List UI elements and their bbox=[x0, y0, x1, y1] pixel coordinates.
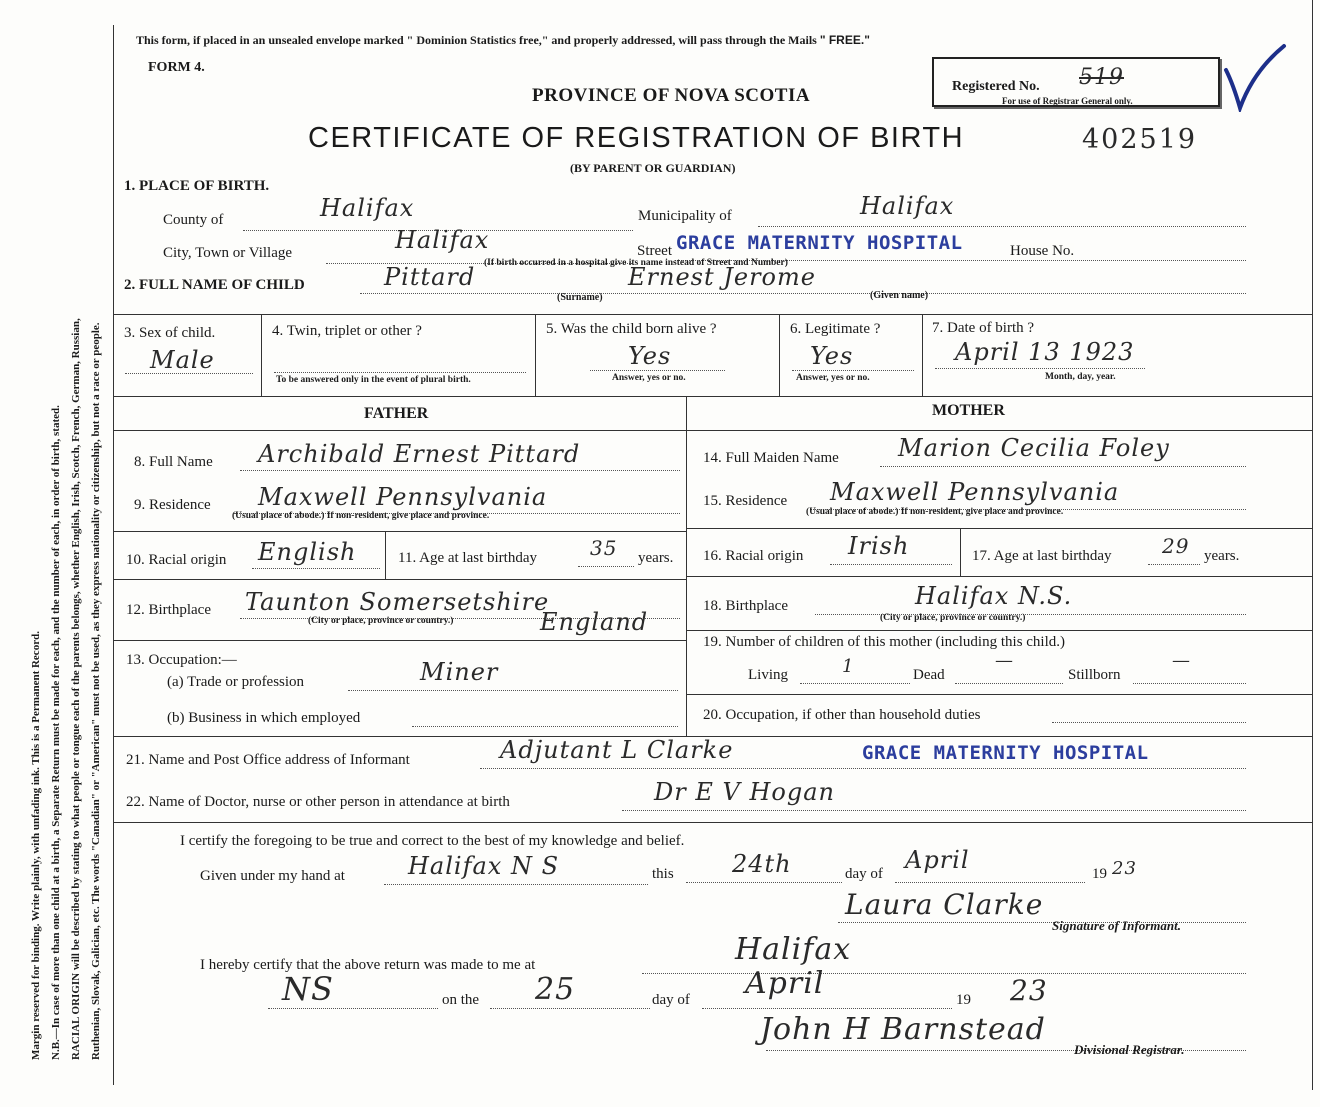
father-birthplace-label: 12. Birthplace bbox=[126, 602, 211, 618]
certification-statement: I certify the foregoing to be true and correct to the best of my knowledge and belief. bbox=[180, 833, 685, 849]
mother-racial-label: 16. Racial origin bbox=[703, 548, 804, 564]
registrar-statement: I hereby certify that the above return was made to me at bbox=[200, 957, 536, 973]
place-of-birth-label: 1. PLACE OF BIRTH. bbox=[124, 178, 270, 194]
child-surname: Pittard bbox=[384, 263, 476, 291]
street-label: Street bbox=[637, 243, 672, 259]
row-divider-bottom bbox=[113, 396, 1312, 397]
father-trade-line bbox=[348, 690, 678, 691]
dob-label: 7. Date of birth ? bbox=[932, 320, 1035, 336]
cert-day-of-label: day of bbox=[845, 866, 883, 882]
municipality-label: Municipality of bbox=[638, 208, 732, 224]
certificate-subtitle: (BY PARENT OR GUARDIAN) bbox=[570, 161, 736, 175]
mother-residence-note: (Usual place of abode.) If non-resident, give place and province. bbox=[806, 507, 1064, 517]
mother-row-line-1 bbox=[686, 528, 1312, 529]
mother-age-divider bbox=[960, 528, 961, 576]
born-alive-line bbox=[590, 370, 725, 371]
dead-line bbox=[955, 683, 1063, 684]
margin-note-multiple-births: N.B.—In case of more than one child at a birth, a Separate Return must be made for each, and the number of each, in order of birth, stated. bbox=[50, 405, 62, 1060]
dead-label: Dead bbox=[913, 667, 945, 683]
legitimate-note: Answer, yes or no. bbox=[796, 373, 870, 383]
father-age-value: 35 bbox=[590, 536, 618, 560]
father-name-line bbox=[240, 470, 680, 471]
mother-birthplace-label: 18. Birthplace bbox=[703, 598, 788, 614]
mother-row-line-2 bbox=[686, 576, 1312, 577]
father-trade-value: Miner bbox=[420, 658, 499, 686]
informant-stamp: GRACE MATERNITY HOSPITAL bbox=[862, 742, 1149, 764]
mother-racial-line bbox=[830, 564, 952, 565]
registrar-province-line bbox=[268, 1008, 438, 1009]
father-row-line-1 bbox=[113, 531, 686, 532]
parents-header-line bbox=[113, 430, 1312, 431]
surname-caption: (Surname) bbox=[557, 292, 603, 303]
parents-divider bbox=[686, 396, 687, 736]
father-birthplace-value: Taunton Somersetshire bbox=[245, 588, 550, 616]
born-alive-label: 5. Was the child born alive ? bbox=[546, 321, 717, 337]
house-number-label: House No. bbox=[1010, 243, 1075, 259]
check-mark-icon bbox=[1222, 42, 1288, 112]
father-residence-note: (Usual place of abode.) If non-resident, give place and province. bbox=[232, 511, 490, 521]
father-trade-label: (a) Trade or profession bbox=[167, 674, 305, 690]
sex-value: Male bbox=[150, 346, 215, 374]
row-divider-top bbox=[113, 314, 1312, 315]
certificate-number: 402519 bbox=[1082, 124, 1198, 155]
mother-age-line bbox=[1148, 564, 1200, 565]
col-divider-2 bbox=[535, 314, 536, 396]
father-occupation-label: 13. Occupation:— bbox=[126, 652, 237, 668]
mother-years: years. bbox=[1204, 548, 1240, 564]
mother-residence-value: Maxwell Pennsylvania bbox=[830, 478, 1120, 506]
registrar-signature: John H Barnstead bbox=[760, 1012, 1046, 1047]
father-name-label: 8. Full Name bbox=[134, 454, 213, 470]
twin-note: To be answered only in the event of plural birth. bbox=[276, 375, 471, 385]
father-racial-value: English bbox=[258, 538, 357, 566]
stillborn-label: Stillborn bbox=[1068, 667, 1121, 683]
registrar-place-value: Halifax bbox=[735, 932, 852, 967]
city-value: Halifax bbox=[395, 226, 490, 254]
child-name-line bbox=[360, 293, 1246, 294]
father-racial-line bbox=[252, 568, 380, 569]
father-name-value: Archibald Ernest Pittard bbox=[258, 440, 581, 468]
given-name-caption: (Given name) bbox=[870, 290, 929, 301]
informant-signature-caption: Signature of Informant. bbox=[1052, 918, 1181, 933]
informant-signature-line bbox=[838, 922, 1246, 923]
registrar-place-line bbox=[642, 973, 1246, 974]
living-line bbox=[800, 683, 910, 684]
registered-value: 519 bbox=[1079, 65, 1124, 90]
mail-note: This form, if placed in an unsealed envelope marked " Dominion Statistics free," and properly addressed, will pass through the Mails " FREE." bbox=[136, 33, 870, 47]
certificate-title: CERTIFICATE OF REGISTRATION OF BIRTH bbox=[308, 122, 965, 154]
cert-day-value: 24th bbox=[732, 850, 792, 878]
cert-year-prefix: 19 bbox=[1092, 866, 1107, 882]
col-divider-3 bbox=[779, 314, 780, 396]
father-business-line bbox=[412, 726, 678, 727]
this-label: this bbox=[652, 866, 674, 882]
certification-top-line bbox=[113, 822, 1312, 823]
county-label: County of bbox=[163, 212, 224, 228]
doctor-line bbox=[622, 810, 1246, 811]
margin-note-racial-origin: RACIAL ORIGIN will be described by stating to what people or tongue each of the parents belongs, whether English, Irish, Scotch, French, German, Russian, bbox=[70, 318, 82, 1060]
father-residence-value: Maxwell Pennsylvania bbox=[258, 483, 548, 511]
informant-signature: Laura Clarke bbox=[845, 888, 1044, 921]
father-racial-label: 10. Racial origin bbox=[126, 552, 227, 568]
mother-age-label: 17. Age at last birthday bbox=[972, 548, 1112, 564]
mother-birthplace-note: (City or place, province or country.) bbox=[880, 613, 1026, 623]
province-heading: PROVINCE OF NOVA SCOTIA bbox=[532, 85, 811, 106]
registrar-month-value: April bbox=[745, 966, 825, 1001]
informant-label: 21. Name and Post Office address of Informant bbox=[126, 752, 410, 768]
legitimate-value: Yes bbox=[810, 342, 854, 370]
mother-name-value: Marion Cecilia Foley bbox=[898, 434, 1170, 462]
form-left-border bbox=[113, 25, 114, 1085]
registered-note: For use of Registrar General only. bbox=[1002, 96, 1133, 106]
father-heading: FATHER bbox=[364, 405, 429, 422]
living-value: 1 bbox=[842, 656, 855, 677]
given-label: Given under my hand at bbox=[200, 868, 345, 884]
city-label: City, Town or Village bbox=[163, 245, 293, 261]
dob-line bbox=[935, 368, 1145, 369]
registrar-day-of-label: day of bbox=[652, 992, 690, 1008]
doctor-value: Dr E V Hogan bbox=[654, 778, 835, 806]
mother-row-line-3 bbox=[686, 630, 1312, 631]
child-given-name: Ernest Jerome bbox=[628, 263, 816, 291]
mother-age-value: 29 bbox=[1162, 534, 1190, 558]
father-age-line bbox=[578, 566, 634, 567]
mother-birthplace-value: Halifax N.S. bbox=[915, 582, 1073, 610]
informant-line bbox=[480, 768, 1246, 769]
father-row-line-2 bbox=[113, 579, 686, 580]
registered-label: Registered No. bbox=[952, 79, 1040, 94]
given-place-value: Halifax N S bbox=[408, 852, 560, 880]
hospital-stamp: GRACE MATERNITY HOSPITAL bbox=[676, 232, 963, 254]
stillborn-line bbox=[1133, 683, 1246, 684]
hospital-note: (If birth occurred in a hospital give its name instead of Street and Number) bbox=[484, 258, 788, 268]
registrar-day-line bbox=[490, 1008, 650, 1009]
born-alive-note: Answer, yes or no. bbox=[612, 373, 686, 383]
registered-box bbox=[932, 57, 1220, 107]
registrar-signature-caption: Divisional Registrar. bbox=[1074, 1042, 1185, 1057]
county-value: Halifax bbox=[320, 194, 415, 222]
father-row-line-3 bbox=[113, 640, 686, 641]
legitimate-line bbox=[792, 370, 914, 371]
father-age-label: 11. Age at last birthday bbox=[398, 550, 537, 566]
registrar-year-value: 23 bbox=[1010, 974, 1048, 1007]
on-the-label: on the bbox=[442, 992, 480, 1008]
form-right-border bbox=[1312, 0, 1313, 1090]
father-birthplace-note: (City or place, province or country.) bbox=[308, 616, 454, 626]
dob-value: April 13 1923 bbox=[955, 338, 1135, 366]
registrar-place-province: NS bbox=[282, 970, 334, 1008]
twin-line bbox=[274, 372, 526, 373]
mother-occupation-line bbox=[1052, 722, 1246, 723]
col-divider-1 bbox=[261, 314, 262, 396]
mother-occupation-label: 20. Occupation, if other than household duties bbox=[703, 707, 981, 723]
father-residence-label: 9. Residence bbox=[134, 497, 211, 513]
child-name-label: 2. FULL NAME OF CHILD bbox=[124, 277, 305, 293]
cert-day-line bbox=[686, 882, 842, 883]
cert-year-value: 23 bbox=[1112, 858, 1137, 879]
dead-value: — bbox=[995, 650, 1014, 671]
mother-heading: MOTHER bbox=[932, 402, 1005, 419]
twin-label: 4. Twin, triplet or other ? bbox=[272, 323, 422, 339]
cert-month-value: April bbox=[905, 846, 970, 874]
registrar-year-prefix: 19 bbox=[956, 992, 971, 1008]
mother-name-label: 14. Full Maiden Name bbox=[703, 450, 839, 466]
father-age-divider bbox=[385, 531, 386, 579]
living-label: Living bbox=[748, 667, 788, 683]
form-number: FORM 4. bbox=[148, 60, 205, 75]
col-divider-4 bbox=[922, 314, 923, 396]
dob-note: Month, day, year. bbox=[1045, 372, 1116, 382]
sex-label: 3. Sex of child. bbox=[124, 325, 216, 341]
mail-free: " FREE." bbox=[819, 33, 870, 47]
municipality-line bbox=[758, 226, 1246, 227]
cert-month-line bbox=[895, 882, 1085, 883]
legitimate-label: 6. Legitimate ? bbox=[790, 321, 881, 337]
given-place-line bbox=[384, 884, 648, 885]
informant-value: Adjutant L Clarke bbox=[500, 736, 734, 764]
father-birthplace-country: England bbox=[540, 608, 649, 636]
registrar-day-value: 25 bbox=[535, 972, 576, 1007]
doctor-label: 22. Name of Doctor, nurse or other person in attendance at birth bbox=[126, 794, 510, 810]
registrar-month-line bbox=[702, 1008, 952, 1009]
mother-name-line bbox=[880, 466, 1246, 467]
mother-racial-value: Irish bbox=[848, 532, 910, 560]
mother-children-label: 19. Number of children of this mother (including this child.) bbox=[703, 634, 1066, 650]
municipality-value: Halifax bbox=[860, 192, 955, 220]
margin-note-binding: Margin reserved for binding. Write plainly, with unfading ink. This is a Permanent Record. bbox=[30, 631, 42, 1060]
mother-row-line-4 bbox=[686, 694, 1312, 695]
father-years: years. bbox=[638, 550, 674, 566]
born-alive-value: Yes bbox=[628, 342, 672, 370]
mother-residence-label: 15. Residence bbox=[703, 493, 788, 509]
stillborn-value: — bbox=[1172, 650, 1191, 671]
father-business-label: (b) Business in which employed bbox=[167, 710, 361, 726]
margin-note-nationality: Ruthenian, Slovak, Galician, etc. The words "Canadian" or "American" must not be used, as they express nationality or citizenship, but not a race or people. bbox=[90, 322, 102, 1060]
